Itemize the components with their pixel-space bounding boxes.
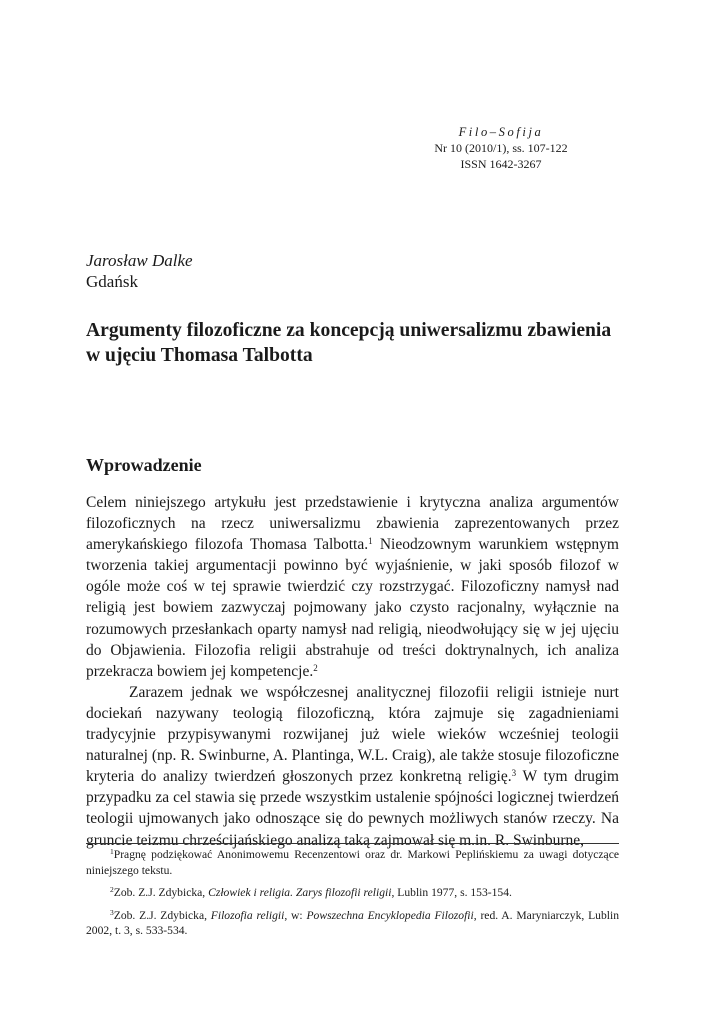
paragraph-text: Nieodzownym warunkiem wstępnym tworzenia takiej argumentacji powinno być wyjaśnienie, w jaki sposób filozof w ogóle może coś w tej sprawie twierdzić czy rozstrzygać. Filozoficzny namysł nad religią jest bowiem zazwyczaj pojmowany jako czysto racjonalny, wyłącznie na rozumowych przesłankach oparty namysł nad religią, nieodwołujący się w jej ujęciu do Objawienia. Filozofia religii abstrahuje od treści doktrynalnych, ich analiza przekracza bowiem jej kompetencje. [86, 536, 619, 680]
footnote [86, 908, 619, 939]
footnote-title: Powszechna Encyklopedia Filozofii [306, 908, 474, 922]
footnotes [86, 847, 619, 946]
journal-header [391, 124, 611, 172]
footnote-text: , w: [284, 908, 307, 922]
author-city: Gdańsk [86, 272, 138, 291]
body-text [86, 492, 619, 851]
footnote-number: 3 [110, 907, 114, 917]
footnote-text: Zob. Z.J. Zdybicka, [113, 908, 211, 922]
footnote-number: 2 [110, 885, 114, 894]
footnote-text: Pragnę podziękować Anonimowemu Recenzentowi oraz dr. Markowi Peplińskiemu za uwagi dotyczące niniejszego tekstu. [86, 848, 619, 877]
footnote-title: Filozofia religii [210, 908, 285, 922]
footnote-ref: 2 [313, 662, 318, 673]
paragraph [86, 492, 619, 682]
footnote-divider [86, 843, 619, 844]
footnote-text: Zob. Z.J. Zdybicka, [113, 886, 209, 899]
footnote [86, 847, 619, 878]
paragraph-text: Celem niniejszego artykułu jest przedstawienie i krytyczna analiza argumentów filozoficznych na rzecz uniwersalizmu zbawienia zaprezentowanych przez amerykańskiego filozofa Thomasa Talbotta. [86, 494, 619, 554]
journal-name: Filo–Sofija [458, 125, 544, 139]
footnote-ref: 1 [368, 536, 373, 547]
paragraph [86, 682, 619, 851]
journal-issn: ISSN 1642-3267 [460, 157, 542, 171]
paragraph-text: W tym drugim przypadku za cel stawia się przede wszystkim ustalenie spójności logicznej twierdzeń teologii ujmowanych jako odnoszące się do pewnych możliwych stanów rzeczy. Na gruncie teizmu chrześcijańskiego analizą taką zajmował się m.in. R. Swinburne, [86, 768, 619, 849]
paragraph-text: Zarazem jednak we współczesnej analitycznej filozofii religii istnieje nurt dociekań nazywany teologią filozoficzną, która zajmuje się zagadnieniami tradycyjnie przypisywanymi rozwijanej już wiele wieków wcześniej teologii naturalnej (np. R. Swinburne, A. Plantinga, W.L. Craig), ale także stosuje filozoficzne kryteria do analizy twierdzeń głoszonych przez konkretną religię. [86, 683, 619, 786]
footnote-title: Człowiek i religia. Zarys filozofii religii [208, 886, 392, 899]
article-title: Argumenty filozoficzne za koncepcją uniwersalizmu zbawienia w ujęciu Thomasa Talbotta [86, 320, 612, 366]
author-block [86, 250, 193, 292]
footnote-text: , red. A. Maryniarczyk, Lublin 2002, t. 3, s. 533-534. [86, 908, 619, 937]
section-heading: Wprowadzenie [86, 455, 202, 475]
footnote [86, 885, 619, 901]
footnote-ref: 3 [511, 768, 517, 779]
footnote-number: 1 [110, 847, 114, 856]
author-name: Jarosław Dalke [86, 251, 193, 270]
footnote-text: , Lublin 1977, s. 153-154. [391, 886, 512, 899]
journal-issue: Nr 10 (2010/1), ss. 107-122 [434, 141, 568, 155]
